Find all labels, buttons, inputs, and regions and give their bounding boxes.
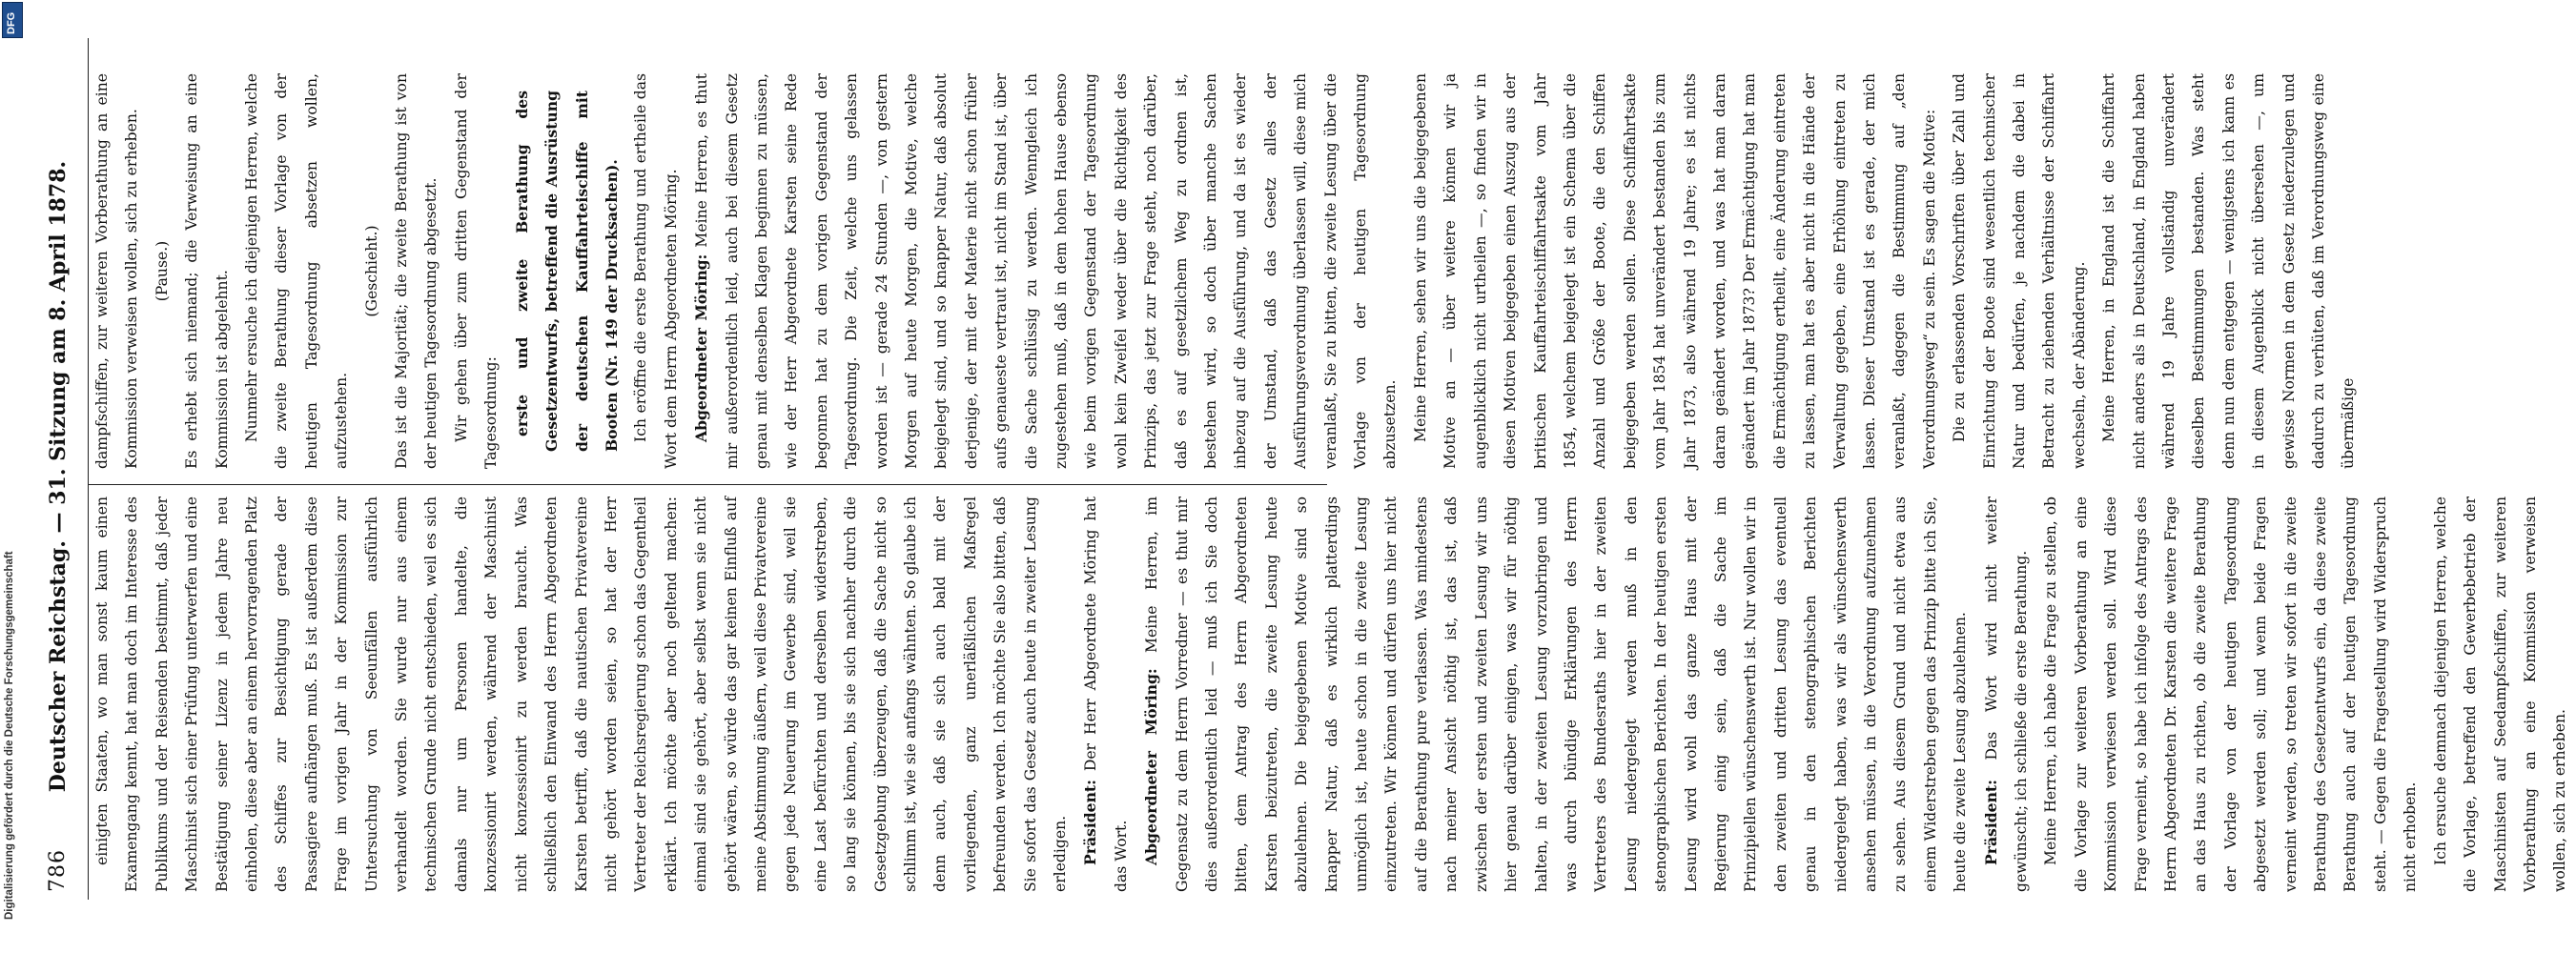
paragraph-text: Es erhebt sich niemand; die Verweisung an eine Kommission ist abgelehnt. [183, 73, 231, 469]
paragraph [2095, 73, 2364, 469]
paragraph-text: Meine Herren, in England ist die Schiffahrt nicht anders als in Deutschland, in England haben während 19 Jahre vollständig unverändert dieselben Bestimmungen bestanden. Was steht denn nun dem entgegen — wenigstens ich kann es in diesem Augenblick nicht übersehen —, um gewisse Normen in dem Gesetz niederzulegen und dadurch zu verhüten, daß im Verordnungsweg eine übermäßige [2100, 73, 2358, 469]
text-column-right [88, 73, 2358, 469]
paragraph [88, 497, 1075, 892]
paragraph [447, 73, 507, 469]
paragraph-text: (Geschieht.) [362, 225, 380, 317]
speaker-name: Abgeordneter Möring: [692, 253, 711, 442]
speaker-name: Abgeordneter Möring: [1142, 668, 1161, 865]
speaker-name: Präsident: [1981, 780, 2000, 865]
page-number: 786 [46, 849, 70, 892]
speaker-name: Präsident: [1081, 780, 1100, 865]
paragraph-text: Meine Herren, sehen wir uns die beigegebenen Motive an — über weitere können wir ja augenblicklich nicht urtheilen —, so finden wir in diesen Motiven beigegeben einen Auszug aus der britischen Kauffahrteischiffahrtsakte vom Jahr 1854, welchem beigelegt ist ein Schema über die Anzahl und Größe der Boote, die den Schiffen beigegeben werden sollen. Diese Schiffahrtsakte vom Jahr 1854 hat unverändert bestanden bis zum Jahr 1873, also während 19 Jahre; es ist nichts daran geändert worden, und was hat man daran geändert im Jahr 1873? Der Ermächtigung hat man die Ermächtigung ertheilt, eine Änderung eintreten zu lassen, man hat es aber nicht in die Hände der Verwaltung gegeben, eine Erhöhung eintreten zu lassen. Dieser Umstand ist es gerade, der mich veranlaßt, dagegen die Bestimmung auf „den Verordnungsweg“ zu sein. Es sagen die Motive: [1411, 73, 1938, 469]
paragraph-text: Meine Herren, ich habe die Frage zu stellen, ob die Vorlage zur weiteren Vorberathung an eine Kommission verwiesen werden soll. Wird diese Frage verneint, so habe ich infolge des Antrags des Herrn Abgeordneten Dr. Karsten die weitere Frage an das Haus zu richten, ob die zweite Berathung der Vorlage von der heutigen Tagesordnung abgesetzt werden soll; und wenn beide Fragen verneint werden, so treten wir sofort in die zweite Berathung des Gesetzentwurfs ein, da diese zweite Berathung auch auf der heutigen Tagesordnung steht. — Gegen die Fragestellung wird Widerspruch nicht erhoben. [2042, 497, 2420, 892]
column-divider [88, 484, 1327, 485]
paragraph-text: erste und zweite Berathung des Gesetzentwurfs, betreffend die Ausrüstung der deutschen Kauffahrteischiffe mit Booten (Nr. 149 der Drucksachen). [512, 91, 621, 452]
paragraph [2036, 497, 2425, 892]
digitization-footer [0, 0, 23, 953]
paragraph [1136, 497, 1975, 892]
rotated-page [29, 0, 2569, 953]
paragraph-text: dampfschiffen, zur weiteren Vorberathung an eine Kommission verweisen wollen, sich zu erheben. [93, 73, 141, 469]
paragraph-text: Nunmehr ersuche ich diejenigen Herren, welche die zweite Berathung dieser Vorlage von der heutigen Tagesordnung absetzen wollen, aufzustehen. [243, 73, 351, 469]
text-column-left [88, 497, 2569, 892]
paragraph-text: (Pause.) [153, 240, 171, 302]
page-header [42, 0, 80, 953]
paragraph [237, 73, 358, 469]
paragraph [1075, 497, 1136, 892]
stage-direction [148, 73, 177, 469]
agenda-item [507, 73, 627, 469]
paragraph [686, 73, 1406, 469]
paragraph [177, 73, 237, 469]
paragraph [626, 73, 686, 469]
paragraph-text: Ich eröffne die erste Berathung und ertheile das Wort dem Herrn Abgeordneten Möring. [632, 73, 680, 469]
paragraph-text: Der Herr Abgeordnete Möring hat das Wort. [1082, 497, 1130, 892]
paragraph [387, 73, 447, 469]
paragraph-text: Wir gehen über zum dritten Gegenstand der Tagesordnung: [452, 73, 501, 469]
paragraph-text: Das ist die Majorität; die zweite Berathung ist von der heutigen Tagesordnung abgesetzt. [393, 73, 440, 469]
paragraph [1945, 73, 2095, 469]
paragraph [88, 73, 148, 469]
paragraph-text: Meine Herren, im Gegensatz zu dem Herrn Vorredner — es thut mir dies außerordentlich leid — muß ich Sie doch bitten, dem Antrag des Herrn Abgeordneten Karsten beizutreten, die zweite Lesung heute abzulehnen. Die beigegebenen Motive sind so knapper Natur, daß es wirklich platterdings unmöglich ist, heute schon in die zweite Lesung einzutreten. Wir können und dürfen uns hier nicht auf die Berathung pure verlassen. Was mindestens nach meiner Ansicht nöthig ist, das ist, daß zwischen der ersten und zweiten Lesung wir uns hier genau darüber einigen, was wir für nöthig halten, in der zweiten Lesung vorzubringen und was durch bündige Erklärungen des Herrn Vertreters des Bundesraths hier in der zweiten Lesung niedergelegt werden muß in den stenographischen Berichten. In der heutigen ersten Lesung wird wohl das ganze Haus mit der Regierung einig sein, daß die Sache im Prinzipiellen wünschenswerth ist. Nur wollen wir in den zweiten und dritten Lesung das eventuell genau in den stenographischen Berichten niedergelegt haben, was wir als wünschenswerth ansehen müssen, in die Verordnung aufzunehmen zu sehen. Aus diesem Grund und nicht etwa aus einem Widerstreben gegen das Prinzip bitte ich Sie, heute die zweite Lesung abzulehnen. [1143, 497, 1970, 892]
digitization-credit: Digitalisierung gefördert durch die Deutsche Forschungsgemeinschaft [4, 551, 15, 920]
page-title: Deutscher Reichstag. — 31. Sitzung am 8. April 1878. [46, 160, 71, 793]
paragraph [1976, 497, 2037, 892]
paragraph-text: Ich ersuche demnach diejenigen Herren, welche die Vorlage, betreffend den Gewerbebetrieb der Maschinisten auf Seedampfschiffen, zur weiteren Vorberathung an eine Kommission verweisen wollen, sich zu erheben. [2431, 497, 2569, 892]
paragraph-text: Das Wort wird nicht weiter gewünscht; ich schließe die erste Berathung. [1982, 497, 2030, 892]
paragraph [1406, 73, 1945, 469]
paragraph-text: einigten Staaten, wo man sonst kaum einen Examengang kennt, hat man doch im Interesse des Publikums und der Reisenden bestimmt, daß jeder Maschinist sich einer Prüfung unterwerfen und eine Bestätigung seiner Lizenz in jedem Jahre neu einholen, diese aber an einem hervorragenden Platz des Schiffes zur Besichtigung gerade der Passagiere aufhängen muß. Es ist außerdem diese Frage im vorigen Jahr in der Kommission zur Untersuchung von Seeunfällen ausführlich verhandelt worden. Sie wurde nur aus einem technischen Grunde nicht entschieden, weil es sich damals nur um Personen handelte, die konzessionirt werden, während der Maschinist nicht konzessionirt zu werden braucht. Was schließlich den Einwand des Herrn Abgeordneten Karsten betrifft, daß die nautischen Privatvereine nicht gehört worden seien, so hat der Herr Vertreter der Reichsregierung schon das Gegentheil erklärt. Ich möchte aber noch geltend machen: einmal sind sie gehört, aber selbst wenn sie nicht gehört wären, so würde das gar keinen Einfluß auf meine Abstimmung äußern, weil diese Privatvereine gegen jede Neuerung im Gewerbe sind, weil sie eine Last befürchten und derselben widerstreben, so lang sie können, bis sie sich nachher durch die Gesetzgebung überzeugen, daß die Sache nicht so schlimm ist, wie sie anfangs wähnten. So glaube ich denn auch, daß sie sich auch bald mit der vorliegenden, ganz unerläßlichen Maßregel befreunden werden. Ich möchte Sie also bitten, daß Sie sofort das Gesetz auch heute in zweiter Lesung erledigen. [93, 497, 1069, 892]
paragraph-text: Meine Herren, es thut mir außerordentlich leid, auch bei diesem Gesetz genau mit denselben Klagen beginnen zu müssen, wie der Herr Abgeordnete Karsten seine Rede begonnen hat zu dem vorigen Gegenstand der Tagesordnung. Die Zeit, welche uns gelassen worden ist — gerade 24 Stunden —, von gestern Morgen auf heute Morgen, die Motive, welche beigelegt sind, und so knapper Natur, daß absolut derjenige, der mit der Materie nicht schon früher aufs genaueste vertraut ist, nicht im Stand ist, über die Sache schlüssig zu werden. Wenngleich ich zugestehen muß, daß in dem hohen Hause ebenso wie beim vorigen Gegenstand der Tagesordnung wohl kein Zweifel weder über die Richtigkeit des Prinzips, das jetzt zur Frage steht, noch darüber, daß es auf gesetzlichem Weg zu ordnen ist, bestehen wird, so doch über manche Sachen inbezug auf die Ausführung, und da ist es wieder der Umstand, daß das Gesetz alles der Ausführungsverordnung überlassen will, diese mich veranlaßt, Sie zu bitten, die zweite Lesung über die Vorlage von der heutigen Tagesordnung abzusetzen. [693, 73, 1400, 469]
stage-direction [358, 73, 387, 469]
dfg-logo: DFG [2, 2, 23, 38]
paragraph [2426, 497, 2576, 892]
paragraph-text: Die zu erlassenden Vorschriften über Zahl und Einrichtung der Boote sind wesentlich technischer Natur und bedürfen, je nachdem die dabei in Betracht zu ziehenden Verhältnisse der Schiffahrt wechseln, der Abänderung. [1951, 73, 2088, 469]
